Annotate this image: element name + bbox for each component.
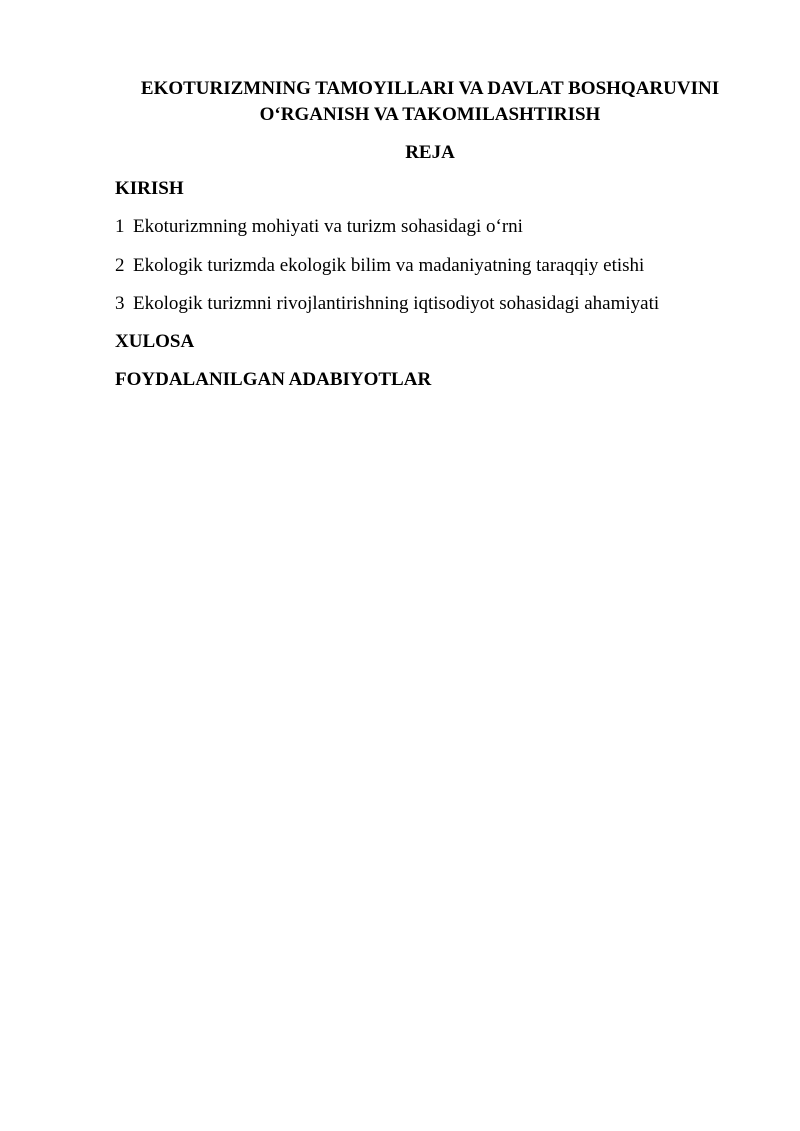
document-title-line-2: O‘RGANISH VA TAKOMILASHTIRISH (259, 104, 601, 125)
plan-item-number: 2 (115, 255, 125, 276)
plan-item-text: Ekologik turizmni rivojlantirishning iqtisodiyot sohasidagi ahamiyati (133, 293, 660, 314)
plan-item-text: Ekologik turizmda ekologik bilim va madaniyatning taraqqiy etishi (133, 255, 645, 276)
document-title-line-1: EKOTURIZMNING TAMOYILLARI VA DAVLAT BOSHQARUVINI (140, 78, 720, 99)
section-intro: KIRISH (115, 178, 184, 199)
plan-item-2 (115, 254, 644, 278)
section-references: FOYDALANILGAN ADABIYOTLAR (115, 369, 432, 390)
plan-item-1 (115, 215, 523, 239)
plan-item-text: Ekoturizmning mohiyati va turizm sohasidagi o‘rni (133, 216, 523, 237)
plan-heading: REJA (405, 142, 455, 163)
section-conclusion: XULOSA (115, 331, 195, 352)
plan-item-number: 1 (115, 216, 125, 237)
plan-item-3 (115, 292, 659, 316)
plan-item-number: 3 (115, 293, 125, 314)
